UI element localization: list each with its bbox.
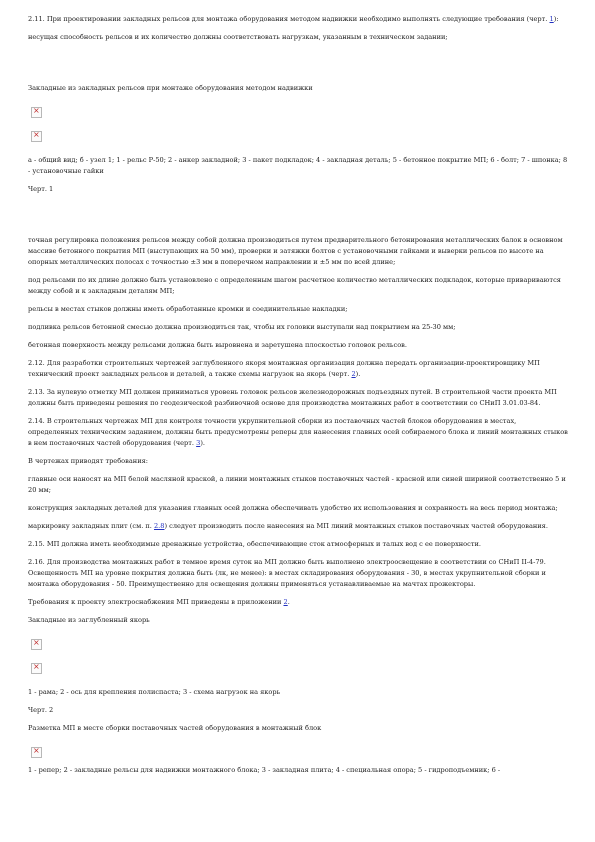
paragraph-2-15: 2.15. МП должна иметь необходимые дренажные устройства, обеспечивающие сток атмосферных и талых вод с ее поверхности. bbox=[28, 540, 481, 548]
paragraph-marking: маркировку закладных плит (см. п. 2.8) следует производить после нанесения на МП линий монтажных стыков поставочных частей оборудования. bbox=[28, 522, 548, 530]
figure-heading-anchor: Закладные из заглубленный якорь bbox=[28, 616, 150, 624]
figure-caption-2: Черт. 2 bbox=[28, 706, 54, 714]
broken-image-icon: × bbox=[31, 107, 42, 118]
section-link-2-8[interactable]: 2.8 bbox=[153, 522, 165, 530]
figure-legend-1: а - общий вид; б - узел 1; 1 - рельс Р-50; 2 - анкер закладной; 3 - пакет подкладок; 4 - закладная деталь; 5 - бетонное покрытие МП; 6 - болт; 7 - шпонка; 8 - установочные гайки bbox=[28, 156, 568, 175]
paragraph-2-12: 2.12. Для разработки строительных чертежей заглубленного якоря монтажная организация должна передать организации-проектировщику МП технический проект закладных рельсов и деталей, а также схемы нагрузок на якорь (черт. 2). bbox=[28, 359, 540, 378]
paragraph-construction: конструкция закладных деталей для указания главных осей должна обеспечивать удобство их использования и сохранность на весь период монтажа; bbox=[28, 504, 558, 512]
drawing-link-2[interactable]: 2 bbox=[351, 370, 356, 378]
paragraph-2-13: 2.13. За нулевую отметку МП должен приниматься уровень головок рельсов железнодорожных подъездных путей. В строительной части проекта МП должны быть приведены решения по геодезической разбивочной основе для производства монтажных работ в соответствии со СНиП 3.01.03-84. bbox=[28, 388, 557, 407]
paragraph-electric: Требования к проекту электроснабжения МП приведены в приложении 2. bbox=[28, 598, 290, 606]
paragraph-requirements: В чертежах приводят требования: bbox=[28, 457, 148, 465]
paragraph-surface: бетонная поверхность между рельсами должна быть выровнена и заретушена плоскостью головок рельсов. bbox=[28, 341, 407, 349]
paragraph-2-14: 2.14. В строительных чертежах МП для контроля точности укрупнительной сборки из поставочных частей блоков оборудования в местах, определенных техническим заданием, должны быть предусмотрены реперы для нанесения главных осей собираемого блока и линий монтажных стыков в нем поставочных частей оборудования (черт. 3). bbox=[28, 417, 568, 447]
figure-heading-marking: Разметка МП в месте сборки поставочных частей оборудования в монтажный блок bbox=[28, 724, 322, 732]
document-page bbox=[28, 14, 568, 776]
broken-image-icon: × bbox=[31, 663, 42, 674]
paragraph-bearing: несущая способность рельсов и их количество должны соответствовать нагрузкам, указанным в техническом задании; bbox=[28, 33, 448, 41]
paragraph-fill: подливка рельсов бетонной смесью должна производиться так, чтобы их головки выступали над покрытием на 25-30 мм; bbox=[28, 323, 456, 331]
paragraph-axes: главные оси наносят на МП белой масляной краской, а линии монтажных стыков поставочных частей - красной или синей шириной соответственно 5 и 20 мм; bbox=[28, 475, 566, 494]
paragraph-accuracy: точная регулировка положения рельсов между собой должна производиться путем предварительного бетонирования металлических балок в основном массиве бетонного покрытия МП (выступающих на 50 мм), проверки и затяжки болтов с установочными гайками и выверки рельсов по высоте на опорных металлических полосах с точностью ±3 мм в поперечном направлении и ±5 мм по всей длине; bbox=[28, 236, 563, 266]
appendix-link-2[interactable]: 2 bbox=[283, 598, 288, 606]
broken-image-icon: × bbox=[31, 639, 42, 650]
figure-caption-1: Черт. 1 bbox=[28, 185, 54, 193]
paragraph-2-11: 2.11. При проектировании закладных рельсов для монтажа оборудования методом надвижки необходимо выполнять следующие требования (черт. 1): bbox=[28, 15, 559, 23]
paragraph-2-16: 2.16. Для производства монтажных работ в темное время суток на МП должно быть выполнено электроосвещение в соответствии со СНиП II-4-79. Освещенность МП на уровне покрытия должна быть (лк, не менее): в местах складирования оборудования - 30, в местах укрупнительной сборки и монтажа оборудования - 50. Преимущественно для освещения должны применяться устанавливаемые на мачтах прожекторы. bbox=[28, 558, 546, 588]
figure-legend-2: 1 - рама; 2 - ось для крепления полиспаста; 3 - схема нагрузок на якорь bbox=[28, 688, 281, 696]
drawing-link-3[interactable]: 3 bbox=[196, 439, 201, 447]
broken-image-icon: × bbox=[31, 131, 42, 142]
broken-image-icon: × bbox=[31, 747, 42, 758]
paragraph-joints: рельсы в местах стыков должны иметь обработанные кромки и соединительные накладки; bbox=[28, 305, 348, 313]
figure-legend-3: 1 - репер; 2 - закладные рельсы для надвижки монтажного блока; 3 - закладная плита; 4 - специальная опора; 5 - гидроподъемник; 6 - bbox=[28, 766, 501, 774]
figure-heading-rails: Закладные из закладных рельсов при монтаже оборудования методом надвижки bbox=[28, 84, 313, 92]
paragraph-under-rails: под рельсами по их длине должно быть установлено с определенным шагом расчетное количество металлических подкладок, которые привариваются между собой и к закладным деталям МП; bbox=[28, 276, 561, 295]
drawing-link-1[interactable]: 1 bbox=[549, 15, 554, 23]
